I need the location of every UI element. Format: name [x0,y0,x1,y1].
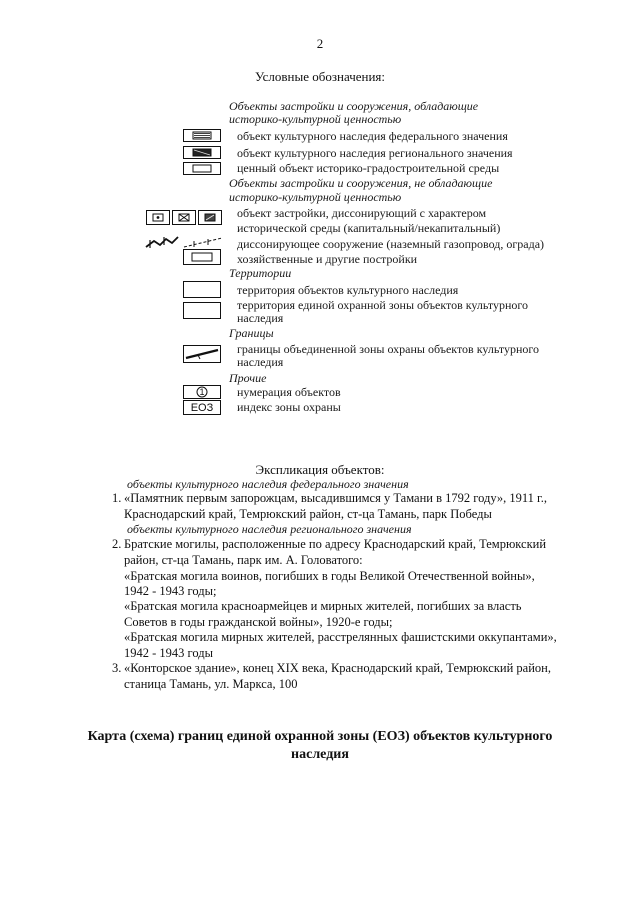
legend-heading-non-valuable-cont: историко-культурной ценностью [229,190,402,204]
legend-item-dissonant-cont: исторической среды (капитальный/некапитальный) [237,221,501,235]
explication-item-2-line-7: «Братская могила мирных жителей, расстрелянных фашистскими оккупантами», [124,630,557,644]
explication-item-2-line-6: Советов в годы гражданской войны», 1920-е годы; [124,615,393,629]
explication-item-3-line-1: «Конторское здание», конец XIX века, Краснодарский край, Темрюкский район, [124,661,551,675]
legend-item-dissonant-structure: диссонирующее сооружение (наземный газопровод, ограда) [237,237,545,251]
explication-item-number-3: 3. [112,661,122,675]
explication-item-1-line-2: Краснодарский край, Темрюкский район, ст-ца Тамань, парк Победы [124,507,492,521]
legend-item-federal: объект культурного наследия федерального значения [237,129,508,143]
dissonant-hatched-symbol-icon [198,210,222,225]
legend-item-household: хозяйственные и другие постройки [237,252,418,266]
zone-boundary-symbol-icon [183,345,221,363]
dissonant-noncapital-symbol-icon [172,210,196,225]
legend-item-dissonant: объект застройки, диссонирующий с характером [237,206,487,220]
explication-title: Экспликация объектов: [255,462,385,477]
explication-item-2-line-1: Братские могилы, расположенные по адресу Краснодарский край, Темрюкский [124,537,547,551]
explication-item-2-line-4: 1942 - 1943 годы; [124,584,217,598]
dissonant-capital-symbol-icon [146,210,170,225]
legend-heading-boundaries: Границы [229,326,274,340]
legend-item-unified-zone-territory-cont: наследия [237,311,284,325]
explication-item-3-line-2: станица Тамань, ул. Маркса, 100 [124,677,298,691]
legend-heading-valuable-cont: историко-культурной ценностью [229,112,402,126]
regional-heritage-symbol-icon [183,146,221,159]
object-number-symbol-text: 1 [199,387,205,397]
legend-item-zone-boundary-cont: наследия [237,355,284,369]
legend-heading-territories: Территории [229,266,292,280]
legend-item-zone-index: индекс зоны охраны [237,400,341,414]
heritage-territory-symbol-icon [183,281,221,298]
legend-title: Условные обозначения: [254,69,386,84]
zone-index-symbol-text: ЕОЗ [190,401,214,414]
map-title: Карта (схема) границ единой охранной зоны (ЕОЗ) объектов культурного наследия [87,729,553,762]
legend-item-zone-boundary: границы объединенной зоны охраны объектов культурного [237,342,539,356]
legend-heading-non-valuable: Объекты застройки и сооружения, не обладающие [229,176,493,190]
explication-category-regional: объекты культурного наследия регионального значения [127,522,412,536]
explication-item-1-line-1: «Памятник первым запорожцам, высадившимся у Тамани в 1792 году», 1911 г., [124,491,548,505]
legend-item-regional: объект культурного наследия регионального значения [237,146,513,160]
explication-item-2-line-3: «Братская могила воинов, погибших в годы Великой Отечественной войны», [124,569,535,583]
explication-item-number-2: 2. [112,537,122,551]
household-building-symbol-icon [183,249,221,265]
explication-item-2-line-8: 1942 - 1943 годы [124,646,214,660]
federal-heritage-symbol-icon [183,129,221,142]
explication-category-federal: объекты культурного наследия федерального значения [127,477,409,491]
explication-item-2-line-5: «Братская могила красноармейцев и мирных жителей, погибших за власть [124,599,522,613]
unified-zone-territory-symbol-icon [183,302,221,319]
zone-index-symbol-icon [183,400,221,415]
page-number: 2 [316,36,324,51]
legend-item-unified-zone-territory: территория единой охранной зоны объектов культурного [237,298,529,312]
legend-item-valuable: ценный объект историко-градостроительной среды [237,161,500,175]
valuable-object-symbol-icon [183,162,221,175]
legend-item-object-number: нумерация объектов [237,385,341,399]
explication-item-2-line-2: район, ст-ца Тамань, парк им. А. Головатого: [124,553,363,567]
explication-item-number-1: 1. [112,491,122,505]
legend-heading-other: Прочие [229,371,267,385]
legend-item-heritage-territory: территория объектов культурного наследия [237,283,459,297]
legend-heading-valuable: Объекты застройки и сооружения, обладающие [229,99,479,113]
object-number-symbol-icon [183,385,221,399]
